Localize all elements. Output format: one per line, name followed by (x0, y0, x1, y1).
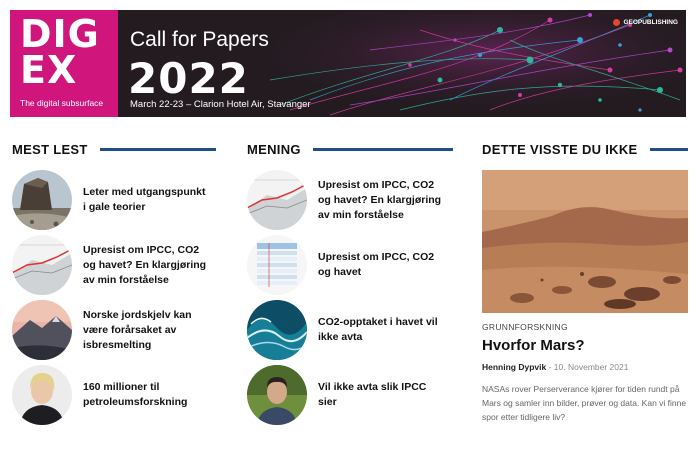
cfp-title: Call for Papers (130, 28, 269, 51)
feature-date: 10. November 2021 (553, 362, 629, 372)
list-item[interactable] (247, 300, 454, 360)
article-title[interactable]: Upresist om IPCC, CO2 og havet? En klargjøring av min forståelse (318, 178, 442, 221)
article-title[interactable]: Upresist om IPCC, CO2 og havet (318, 251, 435, 278)
mening-section (247, 140, 453, 408)
partner-name: GEOPUBLISHING (623, 19, 678, 26)
thumbnail-wave[interactable] (247, 300, 307, 360)
banner-graphic (250, 10, 686, 117)
article-title[interactable]: Upresist om IPCC, CO2 og havet? En klargjøring av min forståelse (83, 243, 207, 286)
article-title[interactable]: Leter med utgangspunkt i gale teorier (83, 186, 206, 213)
header-rule (313, 148, 453, 151)
article-title[interactable]: 160 millioner til petroleumsforskning (83, 381, 188, 408)
list-item[interactable] (12, 365, 203, 425)
list-item[interactable] (247, 170, 448, 230)
thumbnail-portrait[interactable] (247, 365, 307, 425)
list-item[interactable] (12, 235, 213, 295)
feature-author[interactable]: Henning Dypvik (482, 362, 547, 372)
article-title[interactable]: Vil ikke avta slik IPCC sier (318, 381, 427, 408)
partner-logo (613, 19, 678, 26)
section-header (247, 140, 453, 158)
feature-meta (482, 362, 628, 372)
mest-lest-section (12, 140, 216, 408)
brand-box (10, 10, 118, 117)
cfp-year: 2022 (128, 54, 249, 103)
list-item[interactable] (247, 235, 444, 295)
header-rule (650, 148, 688, 151)
feature-excerpt: NASAs rover Perserverance kjører for tiden rundt på Mars og samler inn bilder, prøver og data. Kan vi finne spor etter tidligere liv? (482, 384, 687, 422)
list-item[interactable] (247, 365, 444, 425)
brand-tagline: The digital subsurface (20, 98, 104, 108)
feature-image-mars[interactable] (482, 170, 688, 313)
globe-icon (613, 19, 620, 26)
article-title[interactable]: CO2-opptaket i havet vil ikke avta (318, 316, 438, 343)
feature-title[interactable]: Hvorfor Mars? (482, 337, 585, 354)
thumbnail-chart[interactable] (247, 170, 307, 230)
digex-banner[interactable] (10, 10, 686, 117)
section-title: MEST LEST (12, 141, 88, 157)
feature-category[interactable]: GRUNNFORSKNING (482, 322, 568, 332)
section-header (482, 140, 688, 158)
thumbnail-coast[interactable] (12, 170, 72, 230)
thumbnail-chart[interactable] (12, 235, 72, 295)
list-item[interactable] (12, 170, 211, 230)
list-item[interactable] (12, 300, 213, 360)
thumbnail-mountain[interactable] (12, 300, 72, 360)
thumbnail-portrait[interactable] (12, 365, 72, 425)
section-header (12, 140, 216, 158)
article-title[interactable]: Norske jordskjelv kan være forårsaket av isbresmelting (83, 308, 192, 351)
digex-logo: DIG EX (20, 12, 100, 92)
header-rule (100, 148, 216, 151)
thumbnail-table[interactable] (247, 235, 307, 295)
event-info: March 22-23 – Clarion Hotel Air, Stavanger (130, 99, 311, 110)
section-title: MENING (247, 141, 301, 157)
dette-visste-section (482, 140, 688, 422)
section-title: DETTE VISSTE DU IKKE (482, 141, 638, 157)
meta-separator: - (546, 362, 554, 372)
